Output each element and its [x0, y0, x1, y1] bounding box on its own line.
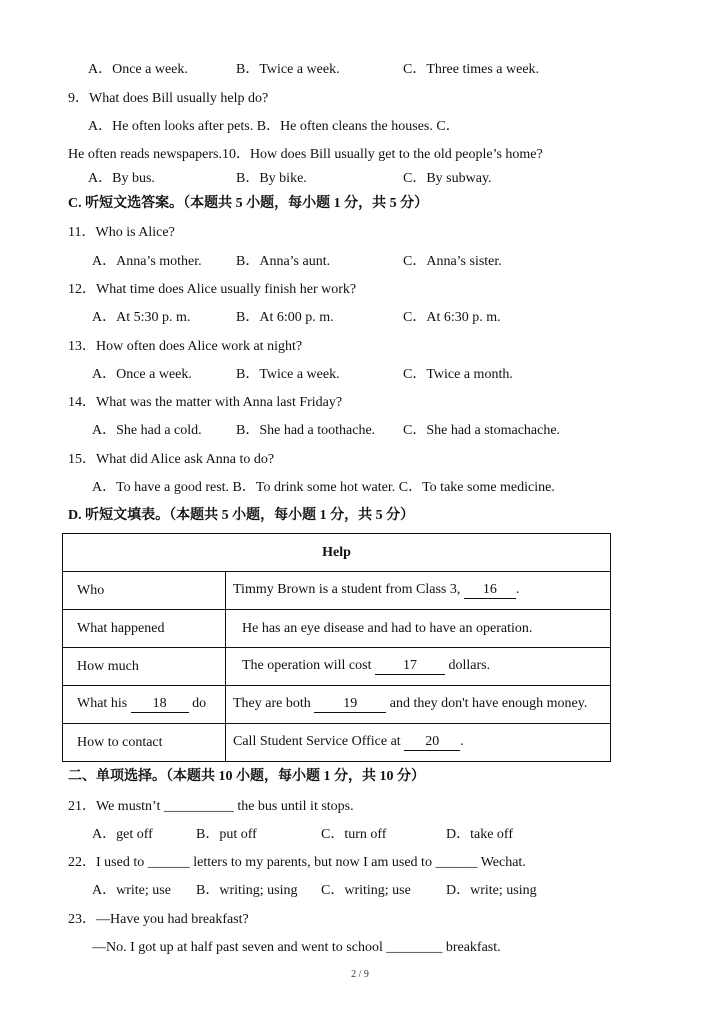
what-happened-text: He has an eye disease and had to have an operation. — [226, 610, 611, 648]
q11-option-c: C．Anna’s sister. — [403, 254, 502, 269]
help-table — [62, 533, 611, 762]
q10-option-c: C．By subway. — [403, 171, 492, 186]
section-d-heading: D. 听短文填表。（本题共 5 小题，每小题 1 分，共 5 分） — [68, 508, 415, 523]
blank-18: 18 — [131, 696, 189, 713]
how-much-cell — [226, 648, 611, 686]
q13-option-a: A．Once a week. — [92, 367, 192, 382]
q22-question: 22．I used to ______ letters to my parents, but now I am used to ______ Wechat. — [68, 855, 526, 870]
parents-text-post: and they don't have enough money. — [389, 696, 588, 711]
q13-option-c: C．Twice a month. — [403, 367, 513, 382]
contact-text: Call Student Service Office at — [233, 734, 401, 749]
q22-option-d: D．write; using — [446, 883, 537, 898]
q22-option-a: A．write; use — [92, 883, 171, 898]
q12-option-c: C．At 6:30 p. m. — [403, 310, 501, 325]
q15-question: 15．What did Alice ask Anna to do? — [68, 452, 275, 467]
contact-label: How to contact — [63, 724, 226, 762]
who-text: Timmy Brown is a student from Class 3, — [233, 582, 461, 597]
who-label: Who — [63, 572, 226, 610]
q21-option-b: B．put off — [196, 827, 257, 842]
parents-text-pre: They are both — [233, 696, 311, 711]
what-happened-label: What happened — [63, 610, 226, 648]
parents-pre: What his — [77, 696, 128, 711]
q9-options-line2: He often reads newspapers.10．How does Bill usually get to the old people’s home? — [68, 147, 543, 162]
q8-option-a: A．Once a week. — [88, 62, 188, 77]
table-header: Help — [63, 534, 611, 572]
q23-answer-line: —No. I got up at half past seven and went to school ________ breakfast. — [92, 940, 501, 955]
q10-option-a: A．By bus. — [88, 171, 155, 186]
blank-17: 17 — [375, 658, 445, 675]
q14-option-a: A．She had a cold. — [92, 423, 202, 438]
contact-cell: Call Student Service Office at 20 . — [226, 724, 611, 762]
parents-label-cell — [63, 686, 226, 724]
q13-option-b: B．Twice a week. — [236, 367, 340, 382]
how-much-label: How much — [63, 648, 226, 686]
table-row — [63, 648, 611, 686]
q8-option-c: C．Three times a week. — [403, 62, 540, 77]
q12-option-a: A．At 5:30 p. m. — [92, 310, 191, 325]
q14-option-c: C．She had a stomachache. — [403, 423, 561, 438]
q23-question: 23．—Have you had breakfast? — [68, 912, 249, 927]
q11-option-b: B．Anna’s aunt. — [236, 254, 331, 269]
how-much-post: dollars. — [448, 658, 491, 673]
q10-option-b: B．By bike. — [236, 171, 307, 186]
section-2-heading: 二、单项选择。（本题共 10 小题，每小题 1 分，共 10 分） — [68, 769, 425, 784]
section-c-heading: C. 听短文选答案。（本题共 5 小题，每小题 1 分，共 5 分） — [68, 196, 429, 211]
q11-question: 11．Who is Alice? — [68, 225, 175, 240]
parents-post: do — [192, 696, 207, 711]
q21-option-c: C．turn off — [321, 827, 387, 842]
q12-option-b: B．At 6:00 p. m. — [236, 310, 334, 325]
q14-option-b: B．She had a toothache. — [236, 423, 376, 438]
blank-19: 19 — [314, 696, 386, 713]
blank-20: 20 — [404, 734, 460, 751]
q9-options-line1: A．He often looks after pets. B．He often cleans the houses. C． — [88, 119, 460, 134]
q21-question: 21．We mustn’t __________ the bus until it stops. — [68, 799, 354, 814]
table-row — [63, 610, 611, 648]
table-row — [63, 572, 611, 610]
page-number: 2 / 9 — [351, 969, 369, 980]
q8-option-b: B．Twice a week. — [236, 62, 340, 77]
table-row — [63, 686, 611, 724]
q22-option-c: C．writing; use — [321, 883, 411, 898]
q13-question: 13．How often does Alice work at night? — [68, 339, 303, 354]
q22-option-b: B．writing; using — [196, 883, 298, 898]
table-row — [63, 724, 611, 762]
q21-option-d: D．take off — [446, 827, 513, 842]
q12-question: 12．What time does Alice usually finish her work? — [68, 282, 357, 297]
how-much-pre: The operation will cost — [242, 658, 372, 673]
q15-options: A．To have a good rest. B．To drink some hot water. C．To take some medicine. — [92, 480, 555, 495]
parents-cell — [226, 686, 611, 724]
who-cell: Timmy Brown is a student from Class 3, 16 . — [226, 572, 611, 610]
blank-16: 16 — [464, 582, 516, 599]
table-header-row — [63, 534, 611, 572]
q9-question: 9．What does Bill usually help do? — [68, 91, 269, 106]
q14-question: 14．What was the matter with Anna last Friday? — [68, 395, 343, 410]
q11-option-a: A．Anna’s mother. — [92, 254, 202, 269]
q21-option-a: A．get off — [92, 827, 153, 842]
